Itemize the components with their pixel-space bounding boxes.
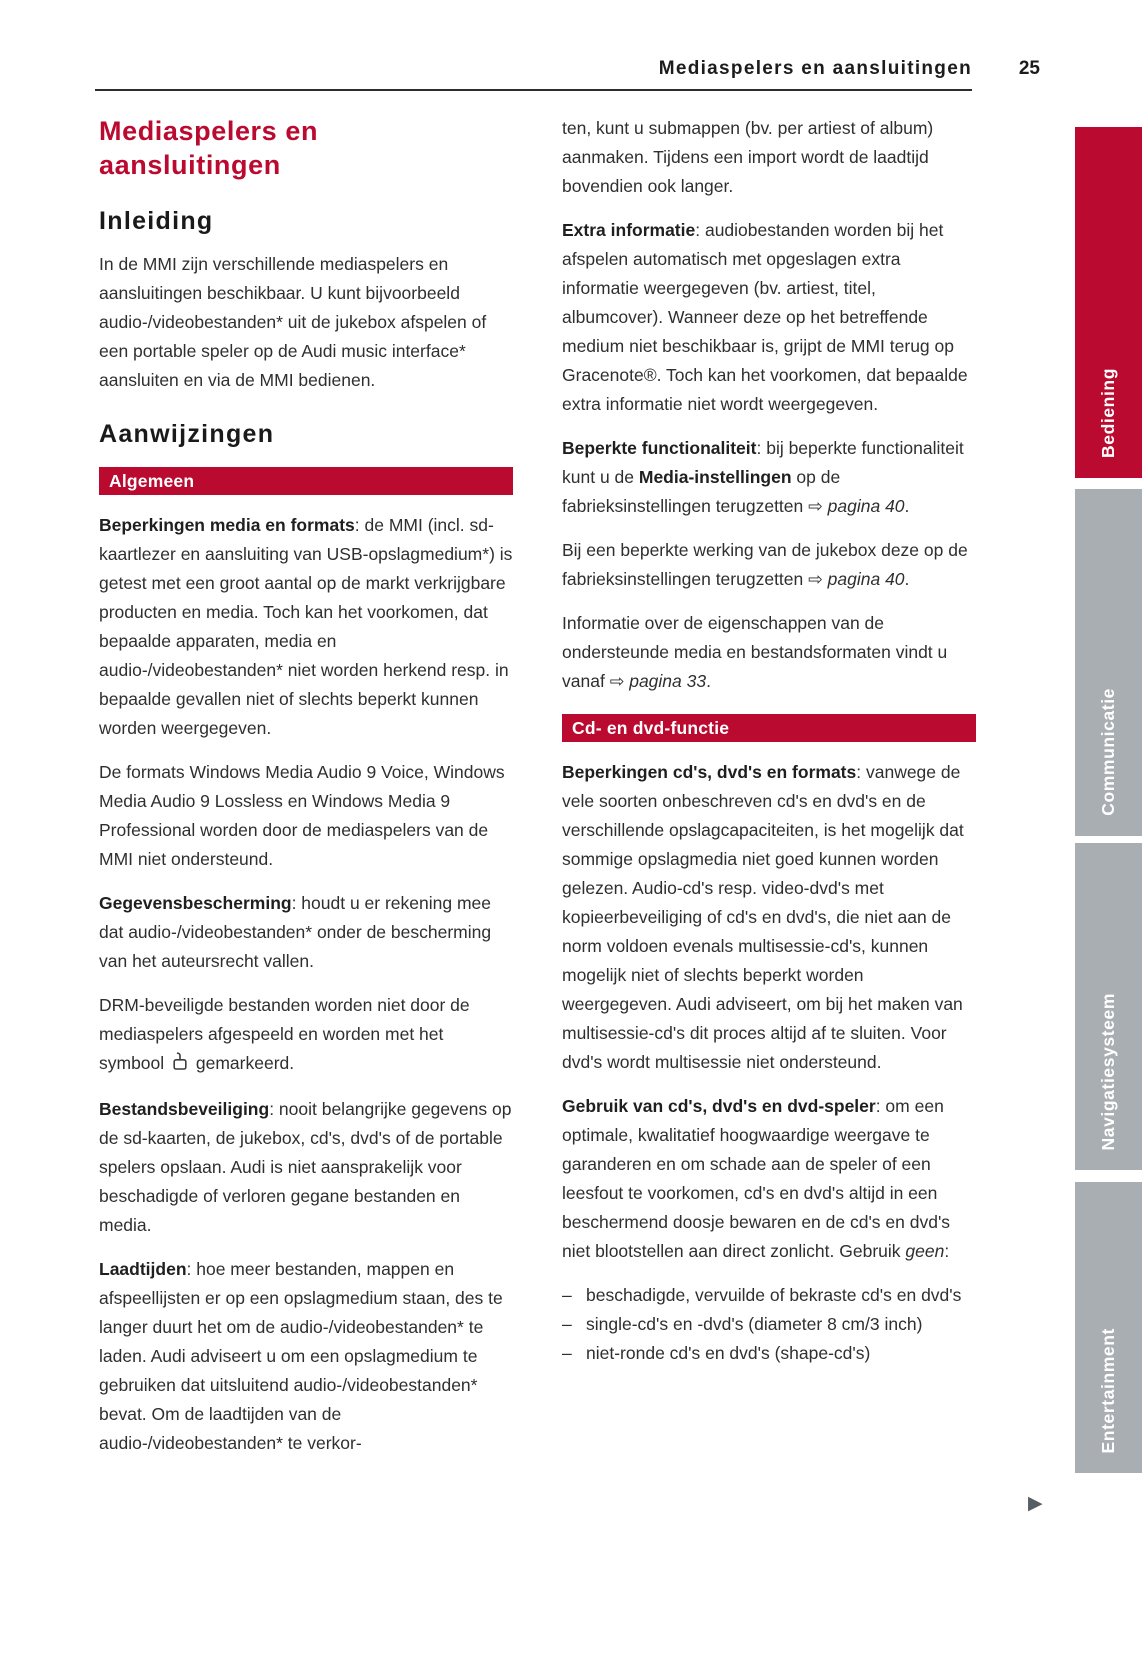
body-text: : nooit belangrijke gegevens op de sd-kaarten, de jukebox, cd's, dvd's of de portable spelers opslaan. Audi is niet aansprakelijk voor beschadigde of verloren gegane bestanden en media. [99, 1099, 512, 1235]
paragraph [99, 889, 513, 976]
bullet-list [562, 1281, 976, 1368]
header-chapter-title: Mediaspelers en aansluitingen [658, 58, 972, 79]
italic-text: ⇨ pagina 40 [808, 496, 905, 516]
body-text: : houdt u er rekening mee dat audio-/videobestanden* onder de bescherming van het auteursrecht vallen. [99, 893, 492, 971]
body-text: : vanwege de vele soorten onbeschreven cd's en dvd's en de verschillende opslagcapaciteiten, is het mogelijk dat sommige opslagmedia niet goed kunnen worden gelezen. Audio-cd's resp. video-dvd's met kopieerbeveiliging of cd's en dvd's, die niet aan de norm voldoen evenals multisessie-cd's, kunnen mogelijk niet of slechts beperkt worden weergegeven. Audi adviseert, om bij het maken van multisessie-cd's dit proces altijd af te sluiten. Voor dvd's wordt multisessie niet ondersteund. [562, 762, 964, 1072]
sidebar-tabs [1075, 0, 1142, 1654]
body-text: Informatie over de eigenschappen van de ondersteunde media en bestandsformaten vindt u vanaf [562, 613, 948, 691]
list-item-text: niet-ronde cd's en dvd's (shape-cd's) [586, 1343, 871, 1363]
italic-text: geen [905, 1241, 945, 1261]
italic-text: ⇨ pagina 40 [808, 569, 905, 589]
list-item [562, 1339, 976, 1368]
sidebar-tab-navigatiesysteem[interactable] [1075, 843, 1142, 1170]
sidebar-tab-label: Navigatiesysteem [1098, 992, 1118, 1150]
italic-text: ⇨ pagina 33 [609, 671, 707, 691]
paragraph [99, 991, 513, 1080]
paragraph [99, 511, 513, 743]
subsection-header-bar: Cd- en dvd-functie [562, 714, 976, 742]
section-heading: Aanwijzingen [99, 420, 275, 448]
paragraph [562, 758, 976, 1077]
sidebar-tab-label: Entertainment [1098, 1327, 1118, 1453]
sidebar-tab-communicatie[interactable] [1075, 489, 1142, 836]
paragraph [562, 609, 976, 696]
dash-bullet: – [562, 1314, 572, 1334]
body-text: op de fabrieksinstellingen terugzetten [562, 467, 841, 516]
left-column [99, 114, 513, 1473]
paragraph [562, 434, 976, 521]
body-text: ten, kunt u submappen (bv. per artiest of album) aanmaken. Tijdens een import wordt de laadtijd bovendien ook langer. [562, 118, 934, 196]
list-item [562, 1310, 976, 1339]
paragraph [562, 114, 976, 201]
paragraph [562, 216, 976, 419]
bold-text: Media-instellingen [638, 467, 792, 487]
body-text: . [706, 671, 711, 691]
body-text: In de MMI zijn verschillende mediaspelers en aansluitingen beschikbaar. U kunt bijvoorbeeld audio-/videobestanden* uit de jukebox afspelen of een portable speler op de Audi music interface* aansluiten en via de MMI bedienen. [99, 254, 487, 390]
bold-text: Beperkingen cd's, dvd's en formats [562, 762, 857, 782]
body-text: Bij een beperkte werking van de jukebox deze op de fabrieksinstellingen terugzetten [562, 540, 968, 589]
dash-bullet: – [562, 1285, 572, 1305]
list-item [562, 1281, 976, 1310]
body-text: : hoe meer bestanden, mappen en afspeellijsten er op een opslagmedium staan, des te langer duurt het om de audio-/videobestanden* te laden. Audi adviseert u om een opslagmedium te gebruiken dat uitsluitend audio-/videobestanden* bevat. Om de laadtijden van de audio-/videobestanden* te verkor- [99, 1259, 503, 1453]
sidebar-tab-label: Communicatie [1098, 688, 1118, 816]
bold-text: Gebruik van cd's, dvd's en dvd-speler [562, 1096, 876, 1116]
body-text: : om een optimale, kwalitatief hoogwaardige weergave te garanderen en om schade aan de speler of een leesfout te voorkomen, cd's en dvd's altijd in een beschermend doosje bewaren en de cd's en dvd's niet blootstellen aan direct zonlicht. Gebruik [562, 1096, 951, 1261]
subsection-header-bar: Algemeen [99, 467, 513, 495]
body-text: : [944, 1241, 950, 1261]
paragraph [99, 758, 513, 874]
list-item-text: beschadigde, vervuilde of bekraste cd's en dvd's [586, 1285, 962, 1305]
bold-text: Gegevensbescherming [99, 893, 292, 913]
paragraph [562, 536, 976, 594]
body-text: : audiobestanden worden bij het afspelen automatisch met opgeslagen extra informatie weergegeven (bv. artiest, titel, albumcover). Wanneer deze op het betreffende medium niet beschikbaar is, grijpt de MMI terug op Gracenote®. Toch kan het voorkomen, dat bepaalde extra informatie niet wordt weergegeven. [562, 220, 968, 414]
dash-bullet: – [562, 1343, 572, 1363]
paragraph [99, 1095, 513, 1240]
paragraph [562, 1092, 976, 1266]
header-rule [95, 89, 972, 91]
bold-text: Laadtijden [99, 1259, 187, 1279]
sidebar-tab-entertainment[interactable] [1075, 1182, 1142, 1473]
body-text: De formats Windows Media Audio 9 Voice, Windows Media Audio 9 Lossless en Windows Media 9 Professional worden door de mediaspelers van de MMI niet ondersteund. [99, 762, 505, 869]
body-text: : bij beperkte functionaliteit kunt u de [562, 438, 964, 487]
next-page-icon: ▶ [1028, 1492, 1043, 1514]
body-text: DRM-beveiligde bestanden worden niet door de mediaspelers afgespeeld en worden met het symbool [99, 995, 470, 1073]
body-text: gemarkeerd. [191, 1053, 295, 1073]
drm-lock-icon [172, 1051, 188, 1080]
body-text: . [904, 569, 910, 589]
bold-text: Beperkingen media en formats [99, 515, 355, 535]
list-item-text: single-cd's en -dvd's (diameter 8 cm/3 inch) [586, 1314, 923, 1334]
sidebar-tab-label: Bediening [1098, 368, 1118, 458]
bold-text: Beperkte functionaliteit [562, 438, 757, 458]
body-text: : de MMI (incl. sd-kaartlezer en aansluiting van USB-opslagmedium*) is getest met een groot aantal op de markt verkrijgbare producten en media. Toch kan het voorkomen, dat bepaalde apparaten, media en audio-/videobestanden* niet worden herkend resp. in bepaalde gevallen niet of slechts beperkt kunnen worden weergegeven. [99, 515, 513, 738]
paragraph [99, 250, 513, 395]
paragraph [99, 1255, 513, 1458]
section-heading: Inleiding [99, 207, 214, 235]
bold-text: Extra informatie [562, 220, 696, 240]
right-column [562, 114, 976, 1383]
chapter-title: Mediaspelers en aansluitingen [99, 116, 319, 180]
sidebar-tab-bediening[interactable] [1075, 127, 1142, 478]
page-number: 25 [1018, 58, 1040, 79]
bold-text: Bestandsbeveiliging [99, 1099, 270, 1119]
body-text: . [904, 496, 910, 516]
